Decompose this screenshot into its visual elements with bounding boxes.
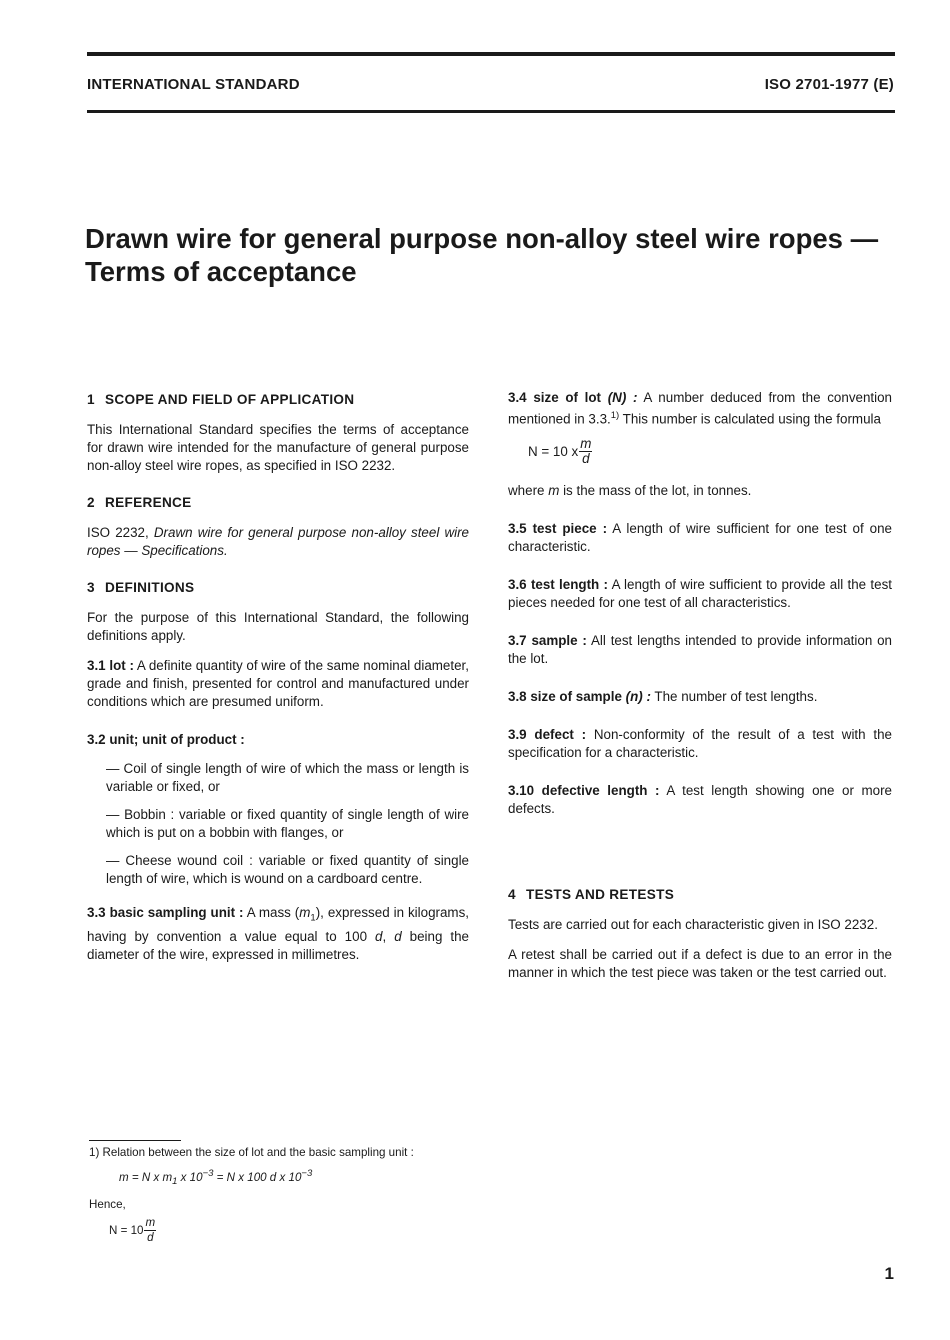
section-1-heading: 1 SCOPE AND FIELD OF APPLICATION: [87, 392, 355, 407]
definition-3-8: 3.8 size of sample (n) : The number of test lengths.: [508, 689, 818, 705]
lot-size-formula: N = 10 x $\frac{m}{d}$: [528, 436, 592, 467]
section-4-heading: 4 TESTS AND RETESTS: [508, 887, 675, 903]
section-2-reference: ISO 2232, Drawn wire for general purpose non-alloy steel wire ropes — Specifications.: [87, 525, 469, 558]
left-column: [87, 389, 469, 964]
footnote-formula: N = 10 $\frac{m}{d}$: [109, 1216, 156, 1245]
definition-3-1: 3.1 lot : A definite quantity of wire of the same nominal diameter, grade and finish, presented for control and manufactured under conditions which are presumed uniform.: [87, 658, 469, 709]
right-column: [508, 389, 892, 982]
doc-type-label: INTERNATIONAL STANDARD: [87, 76, 300, 93]
section-3-heading: 3 DEFINITIONS: [87, 580, 195, 595]
section-2-heading: 2 REFERENCE: [87, 495, 192, 510]
header-top-rule: [87, 52, 895, 56]
definition-3-9: 3.9 defect : Non-conformity of the result of a test with the specification for a characteristic.: [508, 727, 892, 761]
definition-3-2: 3.2 unit; unit of product :: [87, 732, 245, 747]
footnote-rule: [89, 1140, 181, 1141]
definition-3-7: 3.7 sample : All test lengths intended to provide information on the lot.: [508, 633, 892, 667]
definition-3-5: 3.5 test piece : A length of wire sufficient for one test of one characteristic.: [508, 521, 892, 555]
footnote: [89, 1145, 489, 1245]
section-4-paragraph-2: A retest shall be carried out if a defect is due to an error in the manner in which the test piece was taken or the test carried out.: [508, 947, 892, 981]
section-3-intro: For the purpose of this International Standard, the following definitions apply.: [87, 610, 469, 643]
standard-number: ISO 2701-1977 (E): [764, 76, 894, 93]
footnote-hence: Hence,: [89, 1198, 126, 1212]
footnote-line-1: 1) Relation between the size of lot and the basic sampling unit :: [89, 1146, 414, 1159]
page-title: [85, 222, 885, 288]
section-1-text: This International Standard specifies the terms of acceptance for drawn wire intended for the manufacture of general purpose non-alloy steel wire ropes, as specified in ISO 2232.: [87, 422, 469, 473]
footnote-equation: m = N x $m_1$ x $10^{-3} = N$ x 100 d x $10^{-3}$: [119, 1168, 313, 1188]
list-item: — Cheese wound coil : variable or fixed quantity of single length of wire, which is wound on a cardboard centre.: [106, 853, 469, 886]
section-4-paragraph-1: Tests are carried out for each characteristic given in ISO 2232.: [508, 917, 878, 933]
title-line-2: Terms of acceptance: [85, 256, 357, 287]
list-item: — Bobbin : variable or fixed quantity of single length of wire which is put on a bobbin with flanges, or: [106, 807, 469, 840]
header-bottom-rule: [87, 110, 895, 113]
definition-3-4: 3.4 size of lot (N) : A number deduced from the convention mentioned in 3.3.$^{1)}$ This number is calculated using the formula: [508, 390, 892, 427]
page-number: 1: [884, 1264, 894, 1283]
formula-where-clause: where m is the mass of the lot, in tonnes.: [508, 483, 752, 499]
list-item: — Coil of single length of wire of which the mass or length is variable or fixed, or: [106, 761, 469, 794]
title-line-1: Drawn wire for general purpose non-alloy steel wire ropes —: [85, 223, 879, 254]
definition-3-3: 3.3 basic sampling unit : A mass $(m_1)$, expressed in kilograms, having by convention a value equal to 100 d, d being the diameter of the wire, expressed in millimetres.: [87, 905, 469, 962]
definition-3-10: 3.10 defective length : A test length showing one or more defects.: [508, 783, 893, 817]
definition-3-6: 3.6 test length : A length of wire sufficient to provide all the test pieces needed for one test of all characteristics.: [508, 577, 892, 611]
